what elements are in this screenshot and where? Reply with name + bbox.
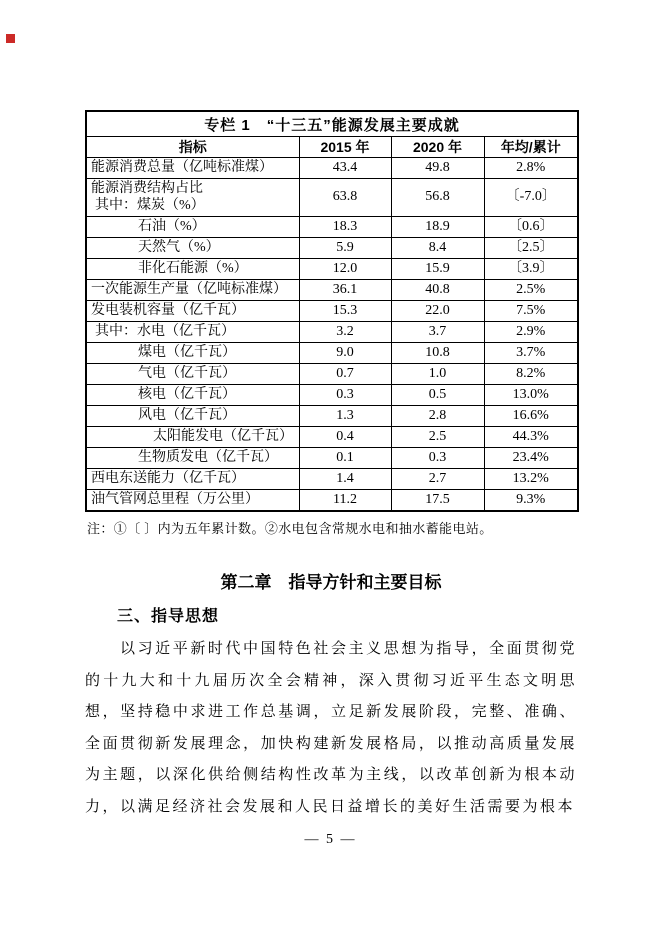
table-title-row — [86, 111, 578, 137]
table-row — [86, 427, 578, 448]
indicator-cell: 非化石能源（%） — [86, 259, 299, 280]
table-row — [86, 280, 578, 301]
indicator-cell: 一次能源生产量（亿吨标准煤） — [86, 280, 299, 301]
value-2015-cell: 3.2 — [299, 322, 391, 343]
column-header-2020: 2020 年 — [391, 137, 484, 158]
value-2020-cell: 2.5 — [391, 427, 484, 448]
avg-cell: 2.8% — [484, 158, 578, 179]
value-2015-cell: 1.3 — [299, 406, 391, 427]
value-2015-cell: 0.3 — [299, 385, 391, 406]
value-2015-cell: 12.0 — [299, 259, 391, 280]
page-number: — 5 — — [304, 832, 357, 847]
annotation-marker — [6, 34, 15, 43]
value-2020-cell: 2.8 — [391, 406, 484, 427]
value-2020-cell: 3.7 — [391, 322, 484, 343]
avg-cell: 7.5% — [484, 301, 578, 322]
value-2020-cell: 8.4 — [391, 238, 484, 259]
value-2020-cell: 0.5 — [391, 385, 484, 406]
value-2020-cell: 1.0 — [391, 364, 484, 385]
avg-cell: 2.5% — [484, 280, 578, 301]
value-2020-cell: 22.0 — [391, 301, 484, 322]
value-2020-cell: 56.8 — [391, 179, 484, 217]
section-heading: 三、指导思想 — [117, 608, 220, 625]
value-2015-cell: 1.4 — [299, 469, 391, 490]
indicator-cell: 气电（亿千瓦） — [86, 364, 299, 385]
indicator-cell: 太阳能发电（亿千瓦） — [86, 427, 299, 448]
table-row — [86, 364, 578, 385]
value-2015-cell: 0.1 — [299, 448, 391, 469]
value-2015-cell: 0.7 — [299, 364, 391, 385]
avg-cell: 13.2% — [484, 469, 578, 490]
table-row — [86, 448, 578, 469]
indicator-cell: 煤电（亿千瓦） — [86, 343, 299, 364]
value-2015-cell: 43.4 — [299, 158, 391, 179]
indicator-cell: 其中：水电（亿千瓦） — [86, 322, 299, 343]
table-row — [86, 238, 578, 259]
table-row — [86, 385, 578, 406]
avg-cell: 〔3.9〕 — [484, 259, 578, 280]
achievements-table — [85, 110, 579, 512]
table-footnote: 注：①〔 〕内为五年累计数。②水电包含常规水电和抽水蓄能电站。 — [87, 521, 493, 536]
value-2015-cell: 9.0 — [299, 343, 391, 364]
value-2020-cell: 15.9 — [391, 259, 484, 280]
indicator-cell: 西电东送能力（亿千瓦） — [86, 469, 299, 490]
indicator-line1: 能源消费结构占比 — [91, 181, 203, 197]
avg-cell: 9.3% — [484, 490, 578, 512]
avg-cell: 13.0% — [484, 385, 578, 406]
indicator-cell: 天然气（%） — [86, 238, 299, 259]
indicator-cell: 能源消费总量（亿吨标准煤） — [86, 158, 299, 179]
indicator-cell: 核电（亿千瓦） — [86, 385, 299, 406]
column-header-2015: 2015 年 — [299, 137, 391, 158]
column-header-avg: 年均/累计 — [484, 137, 578, 158]
value-2020-cell: 17.5 — [391, 490, 484, 512]
body-paragraph: 以习近平新时代中国特色社会主义思想为指导，全面贯彻党的十九大和十九届历次全会精神，深入贯彻习近平生态文明思想，坚持稳中求进工作总基调，立足新发展阶段，完整、准确、全面贯彻新发展理念，加快构建新发展格局，以推动高质量发展为主题，以深化供给侧结构性改革为主线，以改革创新为根本动力，以满足经济社会发展和人民日益增长的美好生活需要为根本 — [85, 641, 577, 815]
avg-cell: 16.6% — [484, 406, 578, 427]
value-2015-cell: 36.1 — [299, 280, 391, 301]
value-2015-cell: 63.8 — [299, 179, 391, 217]
avg-cell: 23.4% — [484, 448, 578, 469]
avg-cell: 3.7% — [484, 343, 578, 364]
table-title: 专栏 1 “十三五”能源发展主要成就 — [86, 111, 578, 137]
value-2020-cell: 10.8 — [391, 343, 484, 364]
table-row — [86, 490, 578, 512]
chapter-heading: 第二章 指导方针和主要目标 — [220, 573, 442, 592]
table-row — [86, 322, 578, 343]
indicator-cell: 风电（亿千瓦） — [86, 406, 299, 427]
table-row — [86, 406, 578, 427]
table-row — [86, 343, 578, 364]
avg-cell: 44.3% — [484, 427, 578, 448]
table-header-row — [86, 137, 578, 158]
avg-cell: 2.9% — [484, 322, 578, 343]
value-2015-cell: 0.4 — [299, 427, 391, 448]
table-row — [86, 259, 578, 280]
indicator-cell: 生物质发电（亿千瓦） — [86, 448, 299, 469]
column-header-indicator: 指标 — [86, 137, 299, 158]
value-2020-cell: 49.8 — [391, 158, 484, 179]
indicator-cell: 油气管网总里程（万公里） — [86, 490, 299, 512]
value-2020-cell: 40.8 — [391, 280, 484, 301]
avg-cell: 〔0.6〕 — [484, 217, 578, 238]
value-2015-cell: 15.3 — [299, 301, 391, 322]
value-2020-cell: 18.9 — [391, 217, 484, 238]
indicator-cell: 石油（%） — [86, 217, 299, 238]
avg-cell: 8.2% — [484, 364, 578, 385]
indicator-cell — [86, 179, 299, 217]
indicator-cell: 发电装机容量（亿千瓦） — [86, 301, 299, 322]
table-row — [86, 301, 578, 322]
avg-cell: 〔2.5〕 — [484, 238, 578, 259]
indicator-line2: 其中：煤炭（%） — [95, 197, 205, 213]
value-2015-cell: 5.9 — [299, 238, 391, 259]
value-2020-cell: 2.7 — [391, 469, 484, 490]
table-row — [86, 217, 578, 238]
value-2015-cell: 18.3 — [299, 217, 391, 238]
table-row — [86, 158, 578, 179]
table-row — [86, 469, 578, 490]
avg-cell: 〔-7.0〕 — [484, 179, 578, 217]
value-2015-cell: 11.2 — [299, 490, 391, 512]
value-2020-cell: 0.3 — [391, 448, 484, 469]
table-row — [86, 179, 578, 217]
